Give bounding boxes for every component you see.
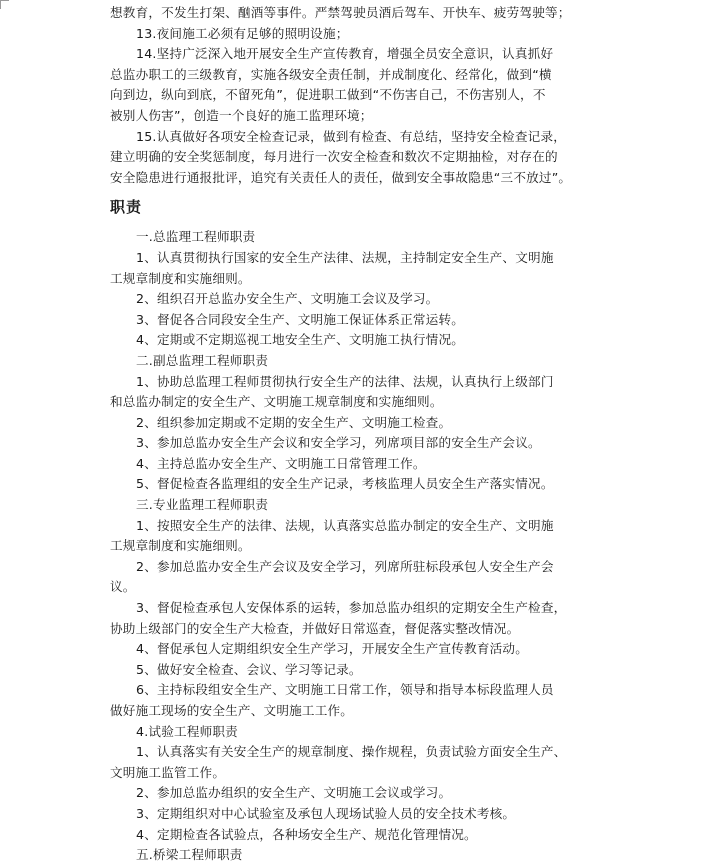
duty-line: 5、督促检查各监理组的安全生产记录，考核监理人员安全生产落实情况。 <box>136 476 554 492</box>
paragraph-line: 想教育，不发生打架、酗酒等事件。严禁驾驶员酒后驾车、开快车、疲劳驾驶等； <box>110 5 571 20</box>
duty-line: 4、定期检查各试验点，各种场安全生产、规范化管理情况。 <box>136 826 477 842</box>
paragraph-line: 13.夜间施工必须有足够的照明设施； <box>136 25 349 41</box>
duty-line: 4、定期或不定期巡视工地安全生产、文明施工执行情况。 <box>136 332 465 348</box>
duty-line: 1、协助总监理工程师贯彻执行安全生产的法律、法规，认真执行上级部门 <box>136 373 554 389</box>
page-corner-mark <box>0 0 9 9</box>
paragraph-line: 向到边，纵向到底，不留死角”，促进职工做到“不伤害自己，不伤害别人，不 <box>110 87 546 103</box>
section-title: 职责 <box>110 198 143 217</box>
duty-heading: 一.总监理工程师职责 <box>136 229 256 245</box>
duty-line: 4、督促承包人定期组织安全生产学习，开展安全生产宣传教育活动。 <box>136 641 529 657</box>
duty-line: 6、主持标段组安全生产、文明施工日常工作，领导和指导本标段监理人员 <box>136 682 554 698</box>
duty-line: 3、定期组织对中心试验室及承包人现场试验人员的安全技术考核。 <box>136 805 516 821</box>
duty-line: 协助上级部门的安全生产大检查，并做好日常巡查，督促落实整改情况。 <box>110 620 520 636</box>
duty-line: 3、督促检查承包人安保体系的运转，参加总监办组织的定期安全生产检查， <box>136 600 567 616</box>
paragraph-line: 安全隐患进行通报批评，追究有关责任人的责任，做到安全事故隐患“三不放过”。 <box>110 169 572 185</box>
paragraph-line: 15.认真做好各项安全检查记录，做到有检查、有总结，坚持安全检查记录， <box>136 128 567 144</box>
duty-line: 1、认真贯彻执行国家的安全生产法律、法规，主持制定安全生产、文明施 <box>136 249 554 265</box>
duty-heading: 三.专业监理工程师职责 <box>136 497 269 513</box>
duty-line: 1、认真落实有关安全生产的规章制度、操作规程，负责试验方面安全生产、 <box>136 744 567 760</box>
duty-line: 做好施工现场的安全生产、文明施工工作。 <box>110 703 354 718</box>
duty-heading: 五.桥梁工程师职责 <box>136 847 243 863</box>
duty-line: 5、做好安全检查、会议、学习等记录。 <box>136 661 362 677</box>
paragraph-line: 建立明确的安全奖惩制度，每月进行一次安全检查和数次不定期抽检，对存在的 <box>110 149 558 165</box>
duty-line: 2、参加总监办组织的安全生产、文明施工会议或学习。 <box>136 785 452 801</box>
duty-line: 2、组织参加定期或不定期的安全生产、文明施工检查。 <box>136 414 452 430</box>
duty-line: 工规章制度和实施细则。 <box>110 270 251 286</box>
duty-line: 文明施工监管工作。 <box>110 764 226 780</box>
duty-line: 3、督促各合同段安全生产、文明施工保证体系正常运转。 <box>136 311 465 327</box>
duty-line: 2、参加总监办安全生产会议及安全学习，列席所驻标段承包人安全生产会 <box>136 558 554 574</box>
duty-line: 1、按照安全生产的法律、法规，认真落实总监办制定的安全生产、文明施 <box>136 517 554 533</box>
duty-heading: 二.副总监理工程师职责 <box>136 352 269 368</box>
duty-heading: 4.试验工程师职责 <box>136 723 238 739</box>
duty-line: 3、参加总监办安全生产会议和安全学习，列席项目部的安全生产会议。 <box>136 435 541 451</box>
paragraph-line: 14.坚持广泛深入地开展安全生产宣传教育，增强全员安全意识，认真抓好 <box>136 46 554 62</box>
paragraph-line: 总监办职工的三级教育，实施各级安全责任制，并成制度化、经常化，做到“横 <box>110 66 552 82</box>
duty-line: 工规章制度和实施细则。 <box>110 538 251 554</box>
duty-line: 议。 <box>110 579 136 595</box>
paragraph-line: 被别人伤害”，创造一个良好的施工监理环境； <box>110 107 373 123</box>
duty-line: 和总监办制定的安全生产、文明施工规章制度和实施细则。 <box>110 394 443 410</box>
duty-line: 4、主持总监办安全生产、文明施工日常管理工作。 <box>136 455 426 471</box>
duty-line: 2、组织召开总监办安全生产、文明施工会议及学习。 <box>136 291 439 307</box>
